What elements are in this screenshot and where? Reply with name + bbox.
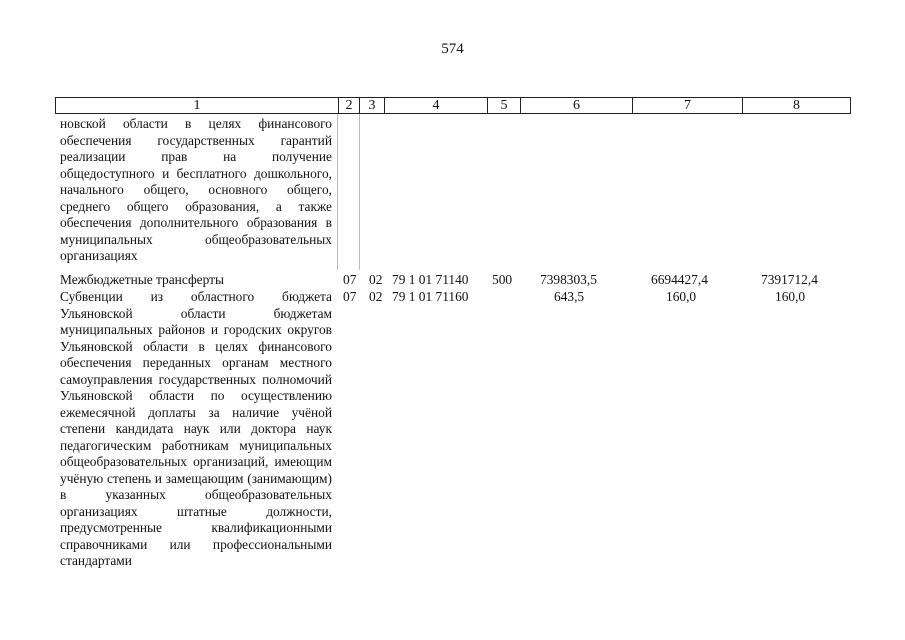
- column-header-8: 8: [742, 97, 851, 114]
- row-amount-year1: 7398303,5: [540, 272, 597, 287]
- column-header-7: 7: [632, 97, 743, 114]
- row-subsection-code: 02: [369, 272, 383, 287]
- column-divider: [337, 114, 338, 270]
- row-target-code: 79 1 01 71140: [392, 272, 469, 287]
- row-description: Субвенции из областного бюджета Ульяновской области бюджетам муниципальных районов и городских округов Ульяновской области в целях финансового обеспечения переданных органам местного самоуправления государственных полномочий Ульяновской области по осуществлению ежемесячной доплаты за наличие учёной степени кандидата наук или доктора наук педагогическим работникам муниципальных общеобразовательных организаций, имеющим учёную степень и замещающим (занимающим) в указанных общеобразовательных организациях штатные должности, предусмотренные квалификационными справочниками или профессиональными стандартами: [60, 289, 332, 568]
- column-header-row: [55, 97, 850, 114]
- row-amount-year1: 643,5: [554, 289, 585, 304]
- column-header-4: 4: [384, 97, 488, 114]
- row-amount-year3: 7391712,4: [761, 272, 818, 287]
- row-amount-year3: 160,0: [775, 289, 806, 304]
- column-divider: [359, 114, 360, 270]
- column-header-3: 3: [359, 97, 385, 114]
- row-description: новской области в целях финансового обеспечения государственных гарантий реализации прав на получение общедоступного и бесплатного дошкольного, начального общего, основного общего, среднего общего образования, а также обеспечения дополнительного образования в муниципальных общеобразовательных организациях: [60, 116, 332, 263]
- column-header-6: 6: [520, 97, 633, 114]
- column-header-5: 5: [487, 97, 521, 114]
- row-amount-year2: 160,0: [666, 289, 697, 304]
- row-section-code: 07: [343, 272, 357, 287]
- row-target-code: 79 1 01 71160: [392, 289, 469, 304]
- row-section-code: 07: [343, 289, 357, 304]
- page-number: 574: [441, 41, 464, 57]
- row-amount-year2: 6694427,4: [651, 272, 708, 287]
- column-header-1: 1: [55, 97, 339, 114]
- row-subsection-code: 02: [369, 289, 383, 304]
- row-description: Межбюджетные трансферты: [60, 272, 224, 287]
- column-header-2: 2: [338, 97, 360, 114]
- row-expense-type: 500: [492, 272, 513, 287]
